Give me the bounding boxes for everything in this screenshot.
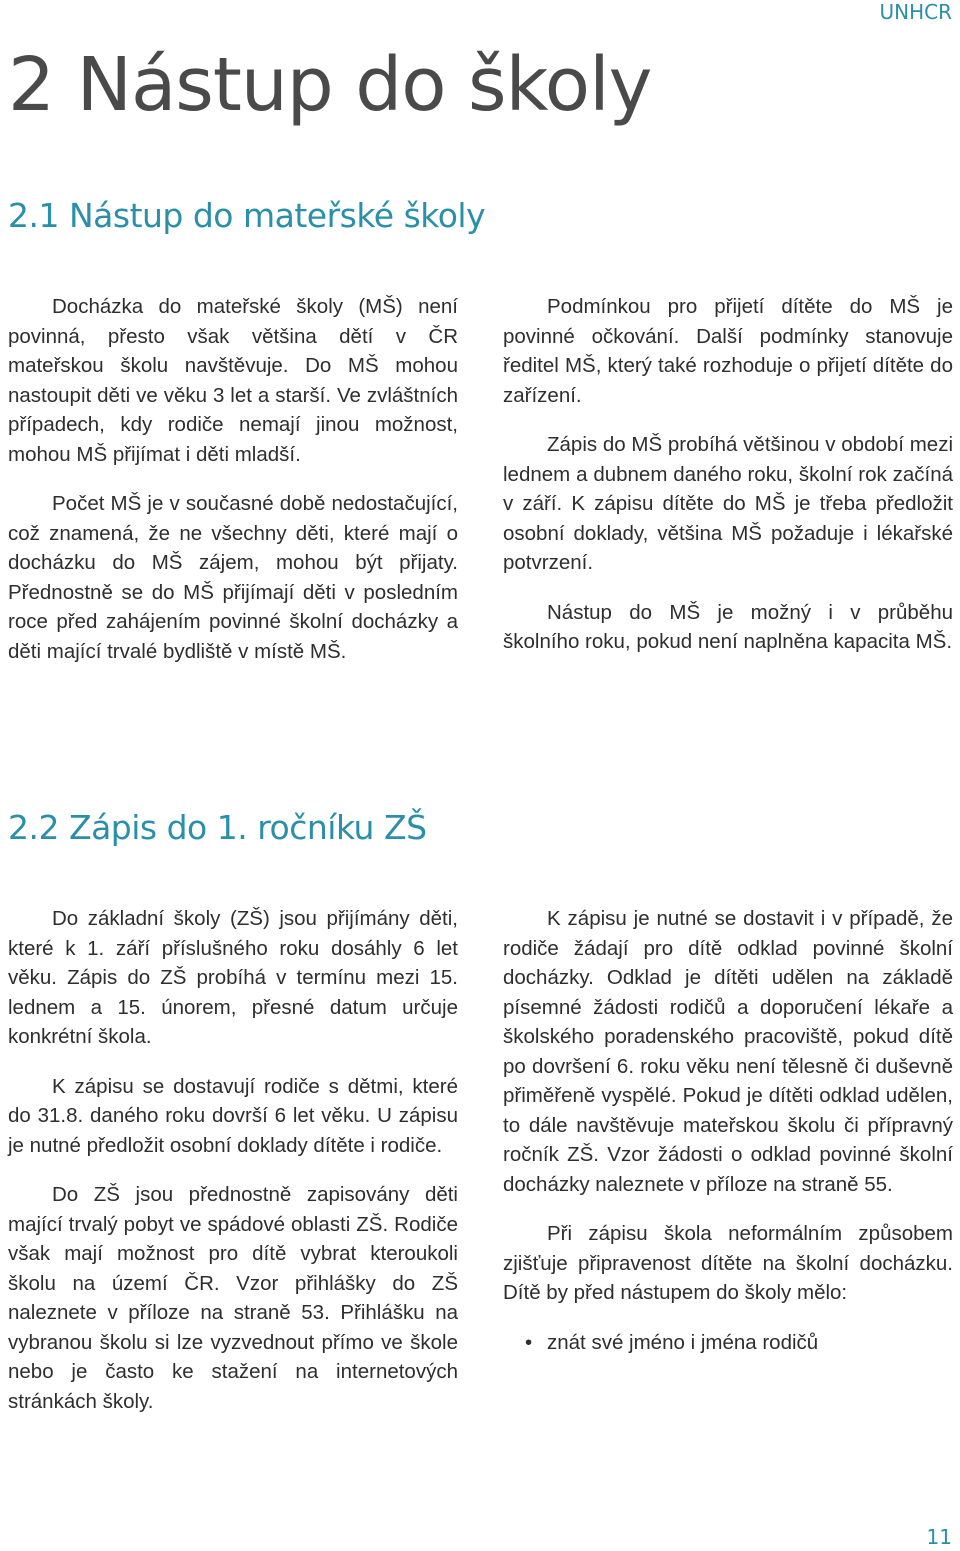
paragraph: Do základní školy (ZŠ) jsou přijímány děti, které k 1. září příslušného roku dosáhly 6 let věku. Zápis do ZŠ probíhá v termínu mezi 15. lednem a 15. únorem, přesné datum určuje konkrétní škola. — [8, 907, 458, 1048]
page-number: 11 — [926, 1525, 952, 1549]
paragraph: Při zápisu škola neformálním způsobem zjišťuje připravenost dítěte na školní docházku. Dítě by před nástupem do školy mělo: — [503, 1222, 953, 1304]
paragraph: K zápisu se dostavují rodiče s dětmi, které do 31.8. daného roku dovrší 6 let věku. U zápisu je nutné předložit osobní doklady dítěte i rodiče. — [8, 1074, 458, 1157]
chapter-title: 2 Nástup do školy — [8, 42, 652, 128]
section-2-title: 2.2 Zápis do 1. ročníku ZŠ — [8, 808, 427, 847]
section-1-right-column — [503, 292, 953, 677]
paragraph: Podmínkou pro přijetí dítěte do MŠ je povinné očkování. Další podmínky stanovuje ředitel MŠ, který také rozhoduje o přijetí dítěte do zařízení. — [503, 295, 953, 407]
section-1-title: 2.1 Nástup do mateřské školy — [8, 196, 486, 235]
section-2-left-column — [8, 904, 458, 1436]
paragraph: Nástup do MŠ je možný i v průběhu školního roku, pokud není naplněna kapacita MŠ. — [503, 600, 953, 653]
section-1-left-column — [8, 292, 458, 686]
list-item: • znát své jméno i jména rodičů — [525, 1328, 953, 1358]
header-tag: UNHCR — [879, 0, 952, 24]
paragraph: Docházka do mateřské školy (MŠ) není povinná, přesto však většina dětí v ČR mateřskou školu navštěvuje. Do MŠ mohou nastoupit děti ve věku 3 let a starší. Ve zvláštních případech, kdy rodiče nemají jinou možnost, mohou MŠ přijímat i děti mladší. — [8, 295, 458, 466]
paragraph: Do ZŠ jsou přednostně zapisovány děti mající trvalý pobyt ve spádové oblasti ZŠ. Rodiče však mají možnost pro dítě vybrat kteroukoli školu na území ČR. Vzor přihlášky do ZŠ naleznete v příloze na straně 53. Přihlášku na vybranou školu si lze vyzvednout přímo ve škole nebo je často ke stažení na internetových stránkách školy. — [8, 1183, 458, 1413]
paragraph: Zápis do MŠ probíhá většinou v období mezi lednem a dubnem daného roku, školní rok začíná v září. K zápisu dítěte do MŠ je třeba předložit osobní doklady, většina MŠ požaduje i lékařské potvrzení. — [503, 433, 953, 574]
paragraph: K zápisu je nutné se dostavit i v případě, že rodiče žádají pro dítě odklad povinné školní docházky. Odklad je dítěti udělen na základě písemné žádosti rodičů a doporučení lékaře a školského poradenského pracoviště, pokud dítě po dovršení 6. roku věku není tělesně či duševně přiměřeně vyspělé. Pokud je dítěti odklad udělen, to dále navštěvuje mateřskou školu či přípravný ročník ZŠ. Vzor žádosti o odklad povinné školní docházky naleznete v příloze na straně 55. — [503, 907, 953, 1196]
paragraph: Počet MŠ je v současné době nedostačující, což znamená, že ne všechny děti, které mají o docházku do MŠ zájem, mohou být přijaty. Přednostně se do MŠ přijímají děti v posledním roce před zahájením povinné školní docházky a děti mající trvalé bydliště v místě MŠ. — [8, 492, 458, 663]
section-2-right-column — [503, 904, 953, 1357]
bullet-list — [503, 1328, 953, 1358]
